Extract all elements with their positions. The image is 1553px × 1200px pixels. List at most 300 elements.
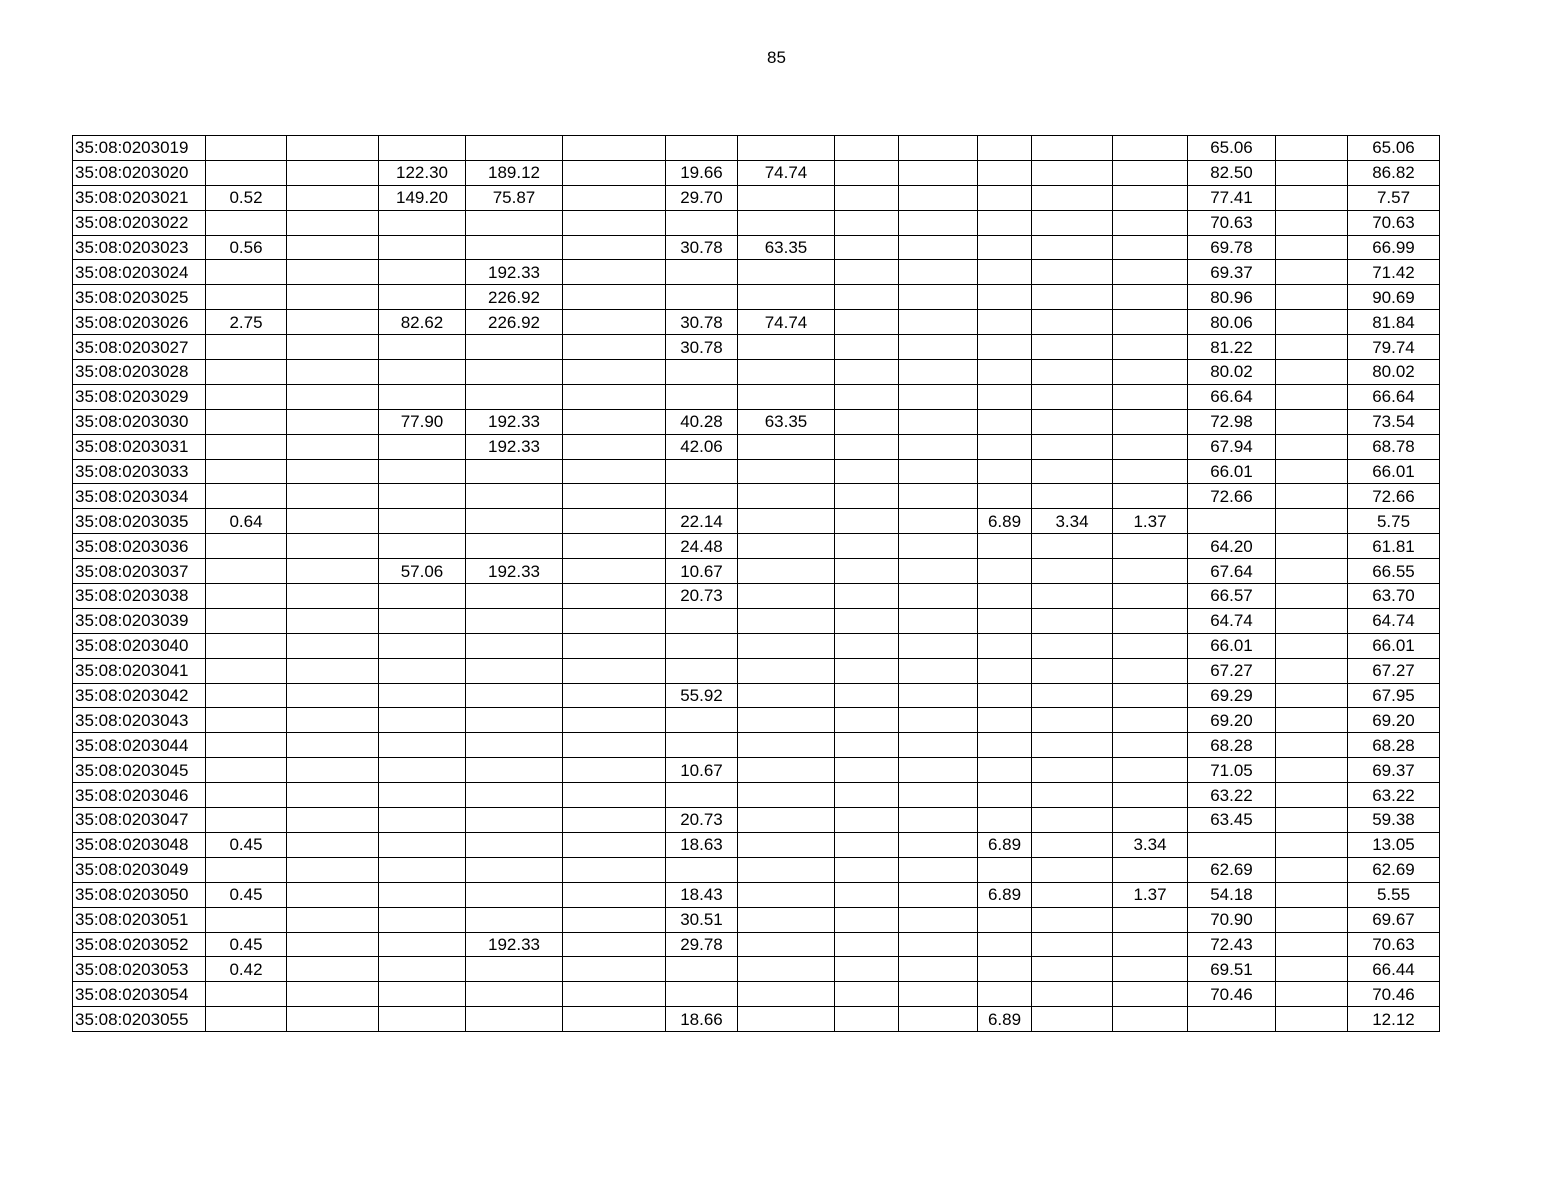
- value-cell: [666, 633, 738, 658]
- value-cell: [978, 360, 1032, 385]
- value-cell: 68.28: [1348, 733, 1440, 758]
- value-cell: [379, 335, 466, 360]
- value-cell: [899, 285, 978, 310]
- value-cell: [835, 459, 899, 484]
- value-cell: [287, 185, 379, 210]
- value-cell: [1113, 210, 1188, 235]
- value-cell: [835, 160, 899, 185]
- value-cell: 1.37: [1113, 882, 1188, 907]
- value-cell: 82.50: [1188, 160, 1276, 185]
- value-cell: [835, 832, 899, 857]
- value-cell: [379, 758, 466, 783]
- value-cell: [835, 708, 899, 733]
- value-cell: [379, 608, 466, 633]
- value-cell: [287, 783, 379, 808]
- value-cell: 63.35: [738, 235, 835, 260]
- value-cell: [1032, 1007, 1113, 1032]
- parcel-id-cell: 35:08:0203050: [73, 882, 206, 907]
- value-cell: [466, 982, 563, 1007]
- value-cell: 66.55: [1348, 559, 1440, 584]
- value-cell: [899, 235, 978, 260]
- value-cell: [379, 260, 466, 285]
- value-cell: [899, 808, 978, 833]
- value-cell: [1032, 260, 1113, 285]
- value-cell: [563, 434, 666, 459]
- value-cell: [466, 633, 563, 658]
- value-cell: [666, 608, 738, 633]
- value-cell: 64.20: [1188, 534, 1276, 559]
- value-cell: 77.90: [379, 409, 466, 434]
- page-number: 85: [767, 48, 786, 67]
- value-cell: [1032, 857, 1113, 882]
- value-cell: 63.70: [1348, 584, 1440, 609]
- table-row: [73, 335, 1440, 360]
- value-cell: [1113, 484, 1188, 509]
- value-cell: [899, 633, 978, 658]
- parcel-id-cell: 35:08:0203025: [73, 285, 206, 310]
- value-cell: [466, 733, 563, 758]
- value-cell: [835, 907, 899, 932]
- parcel-id-cell: 35:08:0203051: [73, 907, 206, 932]
- value-cell: [466, 534, 563, 559]
- value-cell: [206, 285, 287, 310]
- value-cell: [1276, 658, 1348, 683]
- value-cell: 67.94: [1188, 434, 1276, 459]
- value-cell: [287, 633, 379, 658]
- value-cell: [666, 260, 738, 285]
- value-cell: [1032, 832, 1113, 857]
- value-cell: [1276, 932, 1348, 957]
- value-cell: [1276, 808, 1348, 833]
- value-cell: [738, 957, 835, 982]
- value-cell: [666, 360, 738, 385]
- value-cell: [1032, 932, 1113, 957]
- value-cell: [287, 360, 379, 385]
- value-cell: [978, 608, 1032, 633]
- value-cell: [206, 683, 287, 708]
- value-cell: [666, 733, 738, 758]
- value-cell: [466, 584, 563, 609]
- value-cell: 5.55: [1348, 882, 1440, 907]
- value-cell: [287, 434, 379, 459]
- value-cell: [738, 559, 835, 584]
- value-cell: [287, 1007, 379, 1032]
- parcel-id-cell: 35:08:0203047: [73, 808, 206, 833]
- value-cell: [738, 210, 835, 235]
- value-cell: 1.37: [1113, 509, 1188, 534]
- value-cell: [1276, 857, 1348, 882]
- value-cell: 72.43: [1188, 932, 1276, 957]
- value-cell: 6.89: [978, 509, 1032, 534]
- value-cell: [1113, 683, 1188, 708]
- value-cell: [1113, 409, 1188, 434]
- parcel-id-cell: 35:08:0203031: [73, 434, 206, 459]
- value-cell: 69.78: [1188, 235, 1276, 260]
- value-cell: [978, 534, 1032, 559]
- value-cell: [379, 808, 466, 833]
- value-cell: 64.74: [1188, 608, 1276, 633]
- value-cell: [1032, 733, 1113, 758]
- value-cell: [1032, 160, 1113, 185]
- value-cell: 0.45: [206, 882, 287, 907]
- value-cell: 86.82: [1348, 160, 1440, 185]
- value-cell: [1188, 1007, 1276, 1032]
- table-row: [73, 783, 1440, 808]
- value-cell: 189.12: [466, 160, 563, 185]
- value-cell: 192.33: [466, 559, 563, 584]
- parcel-id-cell: 35:08:0203019: [73, 136, 206, 161]
- value-cell: [899, 484, 978, 509]
- value-cell: [379, 210, 466, 235]
- value-cell: [206, 633, 287, 658]
- value-cell: [287, 459, 379, 484]
- value-cell: 74.74: [738, 310, 835, 335]
- parcel-id-cell: 35:08:0203048: [73, 832, 206, 857]
- value-cell: [466, 658, 563, 683]
- value-cell: [899, 882, 978, 907]
- table-row: [73, 360, 1440, 385]
- value-cell: [1032, 633, 1113, 658]
- value-cell: [835, 808, 899, 833]
- value-cell: [835, 957, 899, 982]
- value-cell: [379, 907, 466, 932]
- value-cell: 63.35: [738, 409, 835, 434]
- value-cell: [287, 882, 379, 907]
- value-cell: 65.06: [1188, 136, 1276, 161]
- value-cell: [1276, 285, 1348, 310]
- value-cell: [379, 683, 466, 708]
- value-cell: [899, 857, 978, 882]
- value-cell: [738, 434, 835, 459]
- value-cell: 72.66: [1348, 484, 1440, 509]
- value-cell: [206, 459, 287, 484]
- table-row: [73, 608, 1440, 633]
- value-cell: [738, 608, 835, 633]
- value-cell: [1032, 882, 1113, 907]
- value-cell: [978, 185, 1032, 210]
- table-row: [73, 708, 1440, 733]
- table-row: [73, 733, 1440, 758]
- value-cell: [1276, 459, 1348, 484]
- value-cell: [466, 882, 563, 907]
- value-cell: [738, 136, 835, 161]
- value-cell: [978, 136, 1032, 161]
- value-cell: [899, 310, 978, 335]
- value-cell: 80.02: [1348, 360, 1440, 385]
- parcel-id-cell: 35:08:0203020: [73, 160, 206, 185]
- value-cell: [287, 136, 379, 161]
- value-cell: [206, 409, 287, 434]
- value-cell: 0.42: [206, 957, 287, 982]
- value-cell: 80.96: [1188, 285, 1276, 310]
- value-cell: 6.89: [978, 882, 1032, 907]
- value-cell: [287, 832, 379, 857]
- value-cell: [1276, 907, 1348, 932]
- value-cell: [287, 758, 379, 783]
- value-cell: 13.05: [1348, 832, 1440, 857]
- parcel-id-cell: 35:08:0203046: [73, 783, 206, 808]
- value-cell: [899, 982, 978, 1007]
- value-cell: [835, 384, 899, 409]
- value-cell: 66.99: [1348, 235, 1440, 260]
- value-cell: [835, 409, 899, 434]
- value-cell: [206, 434, 287, 459]
- value-cell: 0.56: [206, 235, 287, 260]
- value-cell: [738, 733, 835, 758]
- value-cell: [206, 534, 287, 559]
- value-cell: 72.98: [1188, 409, 1276, 434]
- value-cell: [1032, 957, 1113, 982]
- table-row: [73, 459, 1440, 484]
- value-cell: [1276, 783, 1348, 808]
- table-row: [73, 160, 1440, 185]
- value-cell: [287, 857, 379, 882]
- value-cell: [835, 683, 899, 708]
- value-cell: 30.78: [666, 235, 738, 260]
- value-cell: [206, 360, 287, 385]
- value-cell: [899, 584, 978, 609]
- value-cell: [666, 484, 738, 509]
- value-cell: [1113, 708, 1188, 733]
- value-cell: [835, 1007, 899, 1032]
- table-row: [73, 136, 1440, 161]
- value-cell: 0.64: [206, 509, 287, 534]
- value-cell: 5.75: [1348, 509, 1440, 534]
- value-cell: [466, 857, 563, 882]
- value-cell: 64.74: [1348, 608, 1440, 633]
- value-cell: [738, 509, 835, 534]
- value-cell: [738, 708, 835, 733]
- parcel-id-cell: 35:08:0203026: [73, 310, 206, 335]
- value-cell: [466, 335, 563, 360]
- parcel-id-cell: 35:08:0203053: [73, 957, 206, 982]
- value-cell: [978, 733, 1032, 758]
- value-cell: [287, 384, 379, 409]
- value-cell: [287, 708, 379, 733]
- value-cell: 70.63: [1348, 210, 1440, 235]
- value-cell: [978, 285, 1032, 310]
- value-cell: [379, 708, 466, 733]
- value-cell: [738, 1007, 835, 1032]
- value-cell: [1113, 633, 1188, 658]
- value-cell: [1113, 1007, 1188, 1032]
- value-cell: [466, 360, 563, 385]
- value-cell: [379, 1007, 466, 1032]
- value-cell: [206, 584, 287, 609]
- value-cell: 73.54: [1348, 409, 1440, 434]
- value-cell: 71.05: [1188, 758, 1276, 783]
- value-cell: 10.67: [666, 559, 738, 584]
- value-cell: [466, 907, 563, 932]
- parcel-id-cell: 35:08:0203041: [73, 658, 206, 683]
- value-cell: 29.78: [666, 932, 738, 957]
- value-cell: [978, 584, 1032, 609]
- value-cell: [287, 210, 379, 235]
- value-cell: [379, 957, 466, 982]
- value-cell: [1032, 285, 1113, 310]
- parcel-id-cell: 35:08:0203036: [73, 534, 206, 559]
- value-cell: [466, 683, 563, 708]
- parcel-id-cell: 35:08:0203024: [73, 260, 206, 285]
- value-cell: [835, 335, 899, 360]
- value-cell: [1276, 633, 1348, 658]
- value-cell: [206, 335, 287, 360]
- value-cell: [1113, 360, 1188, 385]
- value-cell: 3.34: [1113, 832, 1188, 857]
- value-cell: [978, 409, 1032, 434]
- value-cell: [978, 957, 1032, 982]
- value-cell: [563, 409, 666, 434]
- value-cell: [466, 384, 563, 409]
- value-cell: [835, 733, 899, 758]
- value-cell: [835, 360, 899, 385]
- value-cell: [835, 434, 899, 459]
- value-cell: [835, 509, 899, 534]
- value-cell: [835, 185, 899, 210]
- value-cell: [978, 310, 1032, 335]
- value-cell: 66.64: [1348, 384, 1440, 409]
- value-cell: [1276, 982, 1348, 1007]
- value-cell: [379, 857, 466, 882]
- value-cell: [563, 136, 666, 161]
- value-cell: [563, 907, 666, 932]
- value-cell: 65.06: [1348, 136, 1440, 161]
- table-row: [73, 832, 1440, 857]
- value-cell: [563, 509, 666, 534]
- table-row: [73, 658, 1440, 683]
- value-cell: [1032, 708, 1113, 733]
- value-cell: 19.66: [666, 160, 738, 185]
- value-cell: [738, 335, 835, 360]
- value-cell: [206, 160, 287, 185]
- table-row: [73, 857, 1440, 882]
- table-row: [73, 285, 1440, 310]
- value-cell: [287, 285, 379, 310]
- value-cell: [1113, 907, 1188, 932]
- table-row: [73, 310, 1440, 335]
- value-cell: [899, 434, 978, 459]
- value-cell: [379, 285, 466, 310]
- value-cell: [899, 957, 978, 982]
- value-cell: [899, 758, 978, 783]
- value-cell: [563, 384, 666, 409]
- value-cell: [978, 335, 1032, 360]
- parcel-id-cell: 35:08:0203052: [73, 932, 206, 957]
- value-cell: [978, 384, 1032, 409]
- value-cell: [466, 783, 563, 808]
- value-cell: [1276, 509, 1348, 534]
- value-cell: [466, 509, 563, 534]
- parcel-id-cell: 35:08:0203039: [73, 608, 206, 633]
- table-row: [73, 409, 1440, 434]
- value-cell: [1276, 434, 1348, 459]
- value-cell: [899, 136, 978, 161]
- value-cell: [287, 907, 379, 932]
- value-cell: [978, 210, 1032, 235]
- value-cell: [379, 982, 466, 1007]
- value-cell: [563, 459, 666, 484]
- value-cell: [563, 335, 666, 360]
- value-cell: [466, 484, 563, 509]
- value-cell: 30.78: [666, 335, 738, 360]
- value-cell: [899, 1007, 978, 1032]
- value-cell: [899, 608, 978, 633]
- value-cell: [1276, 360, 1348, 385]
- value-cell: 57.06: [379, 559, 466, 584]
- value-cell: [1032, 808, 1113, 833]
- value-cell: [978, 683, 1032, 708]
- value-cell: [1276, 832, 1348, 857]
- parcel-id-cell: 35:08:0203037: [73, 559, 206, 584]
- value-cell: [466, 210, 563, 235]
- value-cell: 62.69: [1188, 857, 1276, 882]
- value-cell: [466, 608, 563, 633]
- value-cell: 75.87: [466, 185, 563, 210]
- value-cell: 70.63: [1348, 932, 1440, 957]
- value-cell: 67.27: [1348, 658, 1440, 683]
- value-cell: 226.92: [466, 310, 563, 335]
- value-cell: [1113, 459, 1188, 484]
- value-cell: [206, 1007, 287, 1032]
- value-cell: [738, 783, 835, 808]
- value-cell: [287, 335, 379, 360]
- value-cell: [738, 360, 835, 385]
- value-cell: [379, 733, 466, 758]
- value-cell: [899, 459, 978, 484]
- value-cell: [666, 708, 738, 733]
- value-cell: [835, 932, 899, 957]
- value-cell: 66.01: [1188, 633, 1276, 658]
- value-cell: [738, 658, 835, 683]
- value-cell: 67.95: [1348, 683, 1440, 708]
- table-row: [73, 235, 1440, 260]
- value-cell: [978, 459, 1032, 484]
- value-cell: [1113, 384, 1188, 409]
- value-cell: [287, 534, 379, 559]
- value-cell: [1032, 683, 1113, 708]
- parcel-id-cell: 35:08:0203023: [73, 235, 206, 260]
- value-cell: [563, 285, 666, 310]
- value-cell: [1032, 758, 1113, 783]
- parcel-id-cell: 35:08:0203027: [73, 335, 206, 360]
- value-cell: [466, 957, 563, 982]
- value-cell: [206, 783, 287, 808]
- value-cell: [206, 733, 287, 758]
- value-cell: 69.67: [1348, 907, 1440, 932]
- value-cell: 80.02: [1188, 360, 1276, 385]
- value-cell: 0.45: [206, 832, 287, 857]
- value-cell: [379, 136, 466, 161]
- value-cell: [287, 509, 379, 534]
- table-row: [73, 683, 1440, 708]
- parcel-id-cell: 35:08:0203034: [73, 484, 206, 509]
- value-cell: [899, 160, 978, 185]
- value-cell: [1032, 434, 1113, 459]
- value-cell: [738, 808, 835, 833]
- value-cell: [835, 584, 899, 609]
- value-cell: [899, 360, 978, 385]
- value-cell: [206, 982, 287, 1007]
- value-cell: 90.69: [1348, 285, 1440, 310]
- parcel-id-cell: 35:08:0203054: [73, 982, 206, 1007]
- data-table: [72, 135, 1440, 1032]
- value-cell: [206, 708, 287, 733]
- value-cell: [899, 708, 978, 733]
- value-cell: 54.18: [1188, 882, 1276, 907]
- value-cell: [1113, 658, 1188, 683]
- value-cell: 74.74: [738, 160, 835, 185]
- value-cell: 29.70: [666, 185, 738, 210]
